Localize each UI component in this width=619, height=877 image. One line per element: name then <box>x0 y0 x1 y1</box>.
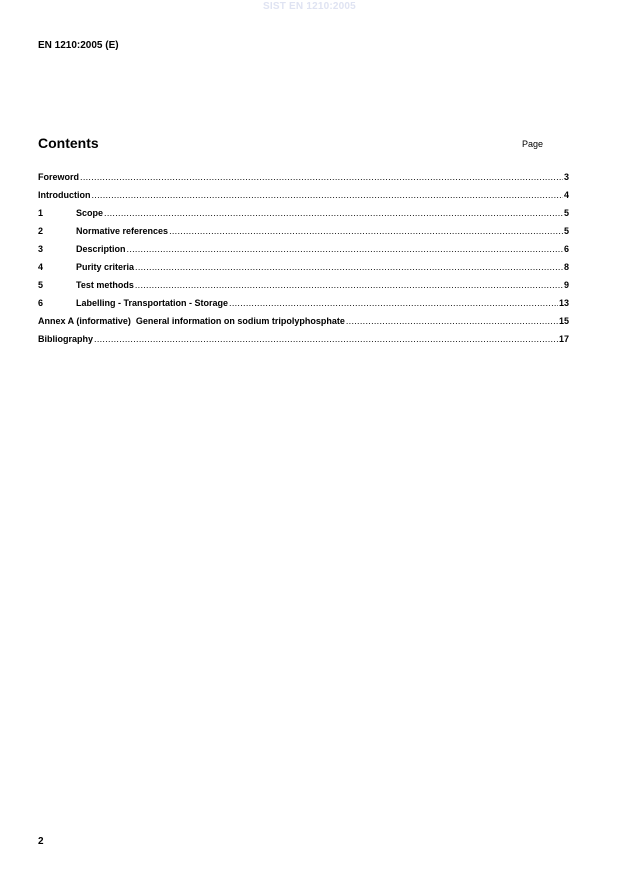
toc-entry-foreword[interactable] <box>38 172 569 190</box>
toc-dot-leader <box>169 226 563 237</box>
toc-entry-title: Foreword <box>38 172 80 182</box>
page-column-heading: Page <box>522 139 544 149</box>
toc-entry-title: Labelling - Transportation - Storage <box>76 298 229 308</box>
toc-entry-page: 4 <box>563 190 569 200</box>
toc-dot-leader <box>104 208 563 219</box>
toc-entry-description[interactable] <box>38 244 569 262</box>
toc-entry-annex-a[interactable] <box>38 316 569 334</box>
toc-entry-page: 3 <box>563 172 569 182</box>
toc-entry-number: 6 <box>38 298 44 308</box>
toc-dot-leader <box>346 316 558 327</box>
toc-entry-title: Scope <box>76 208 104 218</box>
toc-dot-leader <box>80 172 563 183</box>
toc-entry-page: 15 <box>558 316 569 326</box>
toc-entry-page: 13 <box>558 298 569 308</box>
toc-entry-bibliography[interactable] <box>38 334 569 352</box>
toc-entry-page: 8 <box>563 262 569 272</box>
toc-dot-leader <box>127 244 563 255</box>
toc-dot-leader <box>229 298 558 309</box>
toc-entry-scope[interactable] <box>38 208 569 226</box>
toc-entry-title: Purity criteria <box>76 262 135 272</box>
watermark: SIST EN 1210:2005 <box>263 1 356 12</box>
document-id: EN 1210:2005 (E) <box>38 40 119 51</box>
toc-entry-title: Description <box>76 244 126 254</box>
toc-entry-purity-criteria[interactable] <box>38 262 569 280</box>
toc-dot-leader <box>94 334 558 345</box>
page-number: 2 <box>38 836 44 847</box>
toc-entry-normative-references[interactable] <box>38 226 569 244</box>
toc-entry-title: Introduction <box>38 190 91 200</box>
toc-entry-number: 1 <box>38 208 44 218</box>
toc-entry-introduction[interactable] <box>38 190 569 208</box>
toc-entry-page: 9 <box>563 280 569 290</box>
toc-dot-leader <box>135 280 563 291</box>
toc-entry-number: 4 <box>38 262 44 272</box>
toc-entry-title: Bibliography <box>38 334 94 344</box>
toc-dot-leader <box>92 190 563 201</box>
toc-entry-title: Normative references <box>76 226 169 236</box>
toc-entry-page: 17 <box>558 334 569 344</box>
toc-entry-page: 6 <box>563 244 569 254</box>
toc-entry-number: 5 <box>38 280 44 290</box>
toc-entry-number: 3 <box>38 244 44 254</box>
toc-entry-test-methods[interactable] <box>38 280 569 298</box>
toc-entry-title: Annex A (informative) General information on sodium tripolyphosphate <box>38 316 345 326</box>
toc-entry-page: 5 <box>563 208 569 218</box>
toc-entry-page: 5 <box>563 226 569 236</box>
toc-dot-leader <box>135 262 563 273</box>
toc-entry-labelling[interactable] <box>38 298 569 316</box>
toc-entry-number: 2 <box>38 226 44 236</box>
contents-heading: Contents <box>38 135 99 151</box>
table-of-contents <box>38 172 569 352</box>
toc-entry-title: Test methods <box>76 280 134 290</box>
